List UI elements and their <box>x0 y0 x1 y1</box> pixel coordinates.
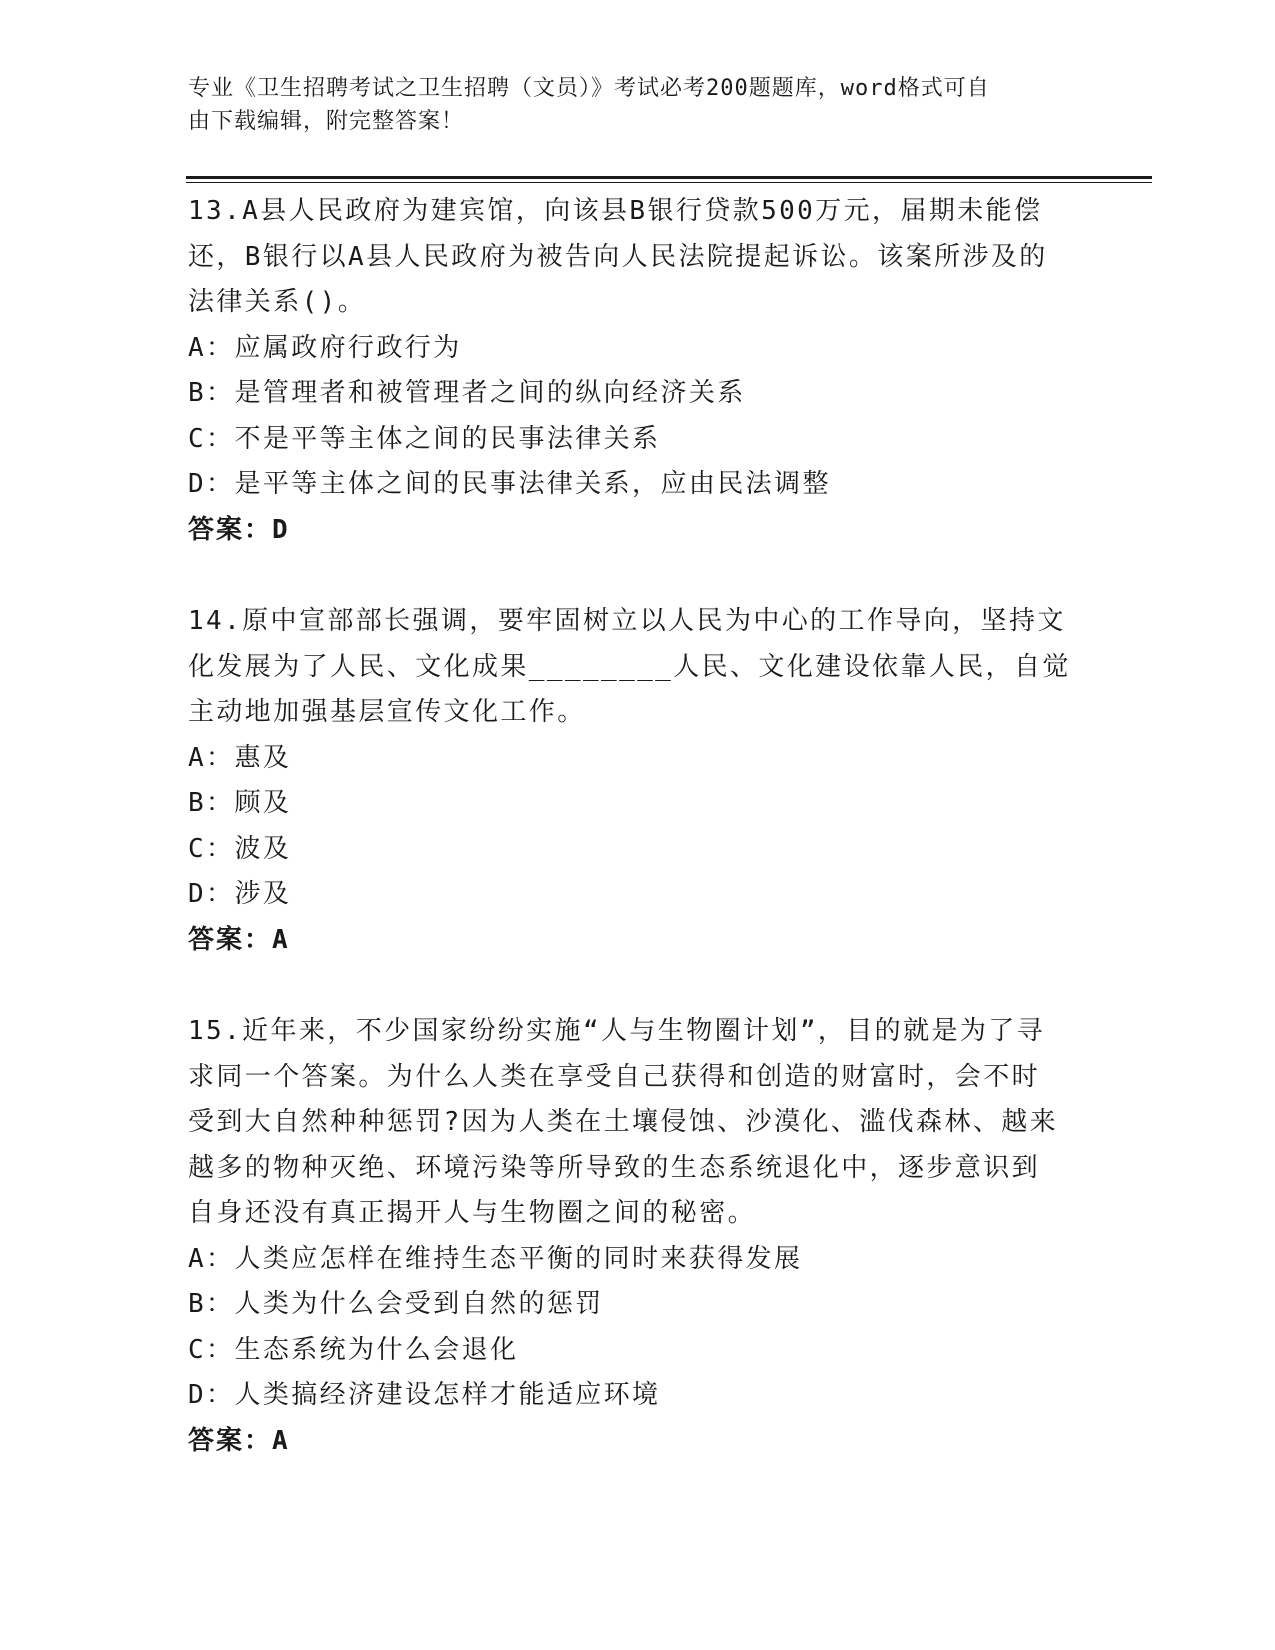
question-stem-line: 15.近年来，不少国家纷纷实施“人与生物圈计划”，目的就是为了寻 <box>188 1016 1046 1046</box>
option-c: C：生态系统为什么会退化 <box>188 1334 519 1365</box>
question-stem-line: 自身还没有真正揭开人与生物圈之间的秘密。 <box>188 1198 757 1228</box>
option-a: A：人类应怎样在维持生态平衡的同时来获得发展 <box>188 1243 803 1274</box>
answer-label: 答案：A <box>188 924 290 955</box>
answer-label: 答案：A <box>188 1425 290 1456</box>
option-b: B：顾及 <box>188 788 292 818</box>
question-15 <box>188 1009 1088 1464</box>
question-stem-line: 主动地加强基层宣传文化工作。 <box>188 697 586 727</box>
option-d: D：涉及 <box>188 879 292 909</box>
question-stem-line: 还，B银行以A县人民政府为被告向人民法院提起诉讼。该案所涉及的 <box>188 241 1048 272</box>
option-a: A：惠及 <box>188 742 292 773</box>
option-c: C：不是平等主体之间的民事法律关系 <box>188 423 661 454</box>
question-stem-line: 受到大自然种种惩罚?因为人类在土壤侵蚀、沙漠化、滥伐森林、越来 <box>188 1107 1059 1137</box>
option-d: D：人类搞经济建设怎样才能适应环境 <box>188 1380 661 1410</box>
question-14 <box>188 599 1088 963</box>
answer-label: 答案：D <box>188 514 290 545</box>
question-stem-line: 14.原中宣部部长强调，要牢固树立以人民为中心的工作导向，坚持文 <box>188 606 1066 636</box>
question-spacer <box>188 963 1088 1009</box>
question-stem-line: 求同一个答案。为什么人类在享受自己获得和创造的财富时，会不时 <box>188 1061 1041 1092</box>
option-a: A：应属政府行政行为 <box>188 332 462 363</box>
header-line-1: 专业《卫生招聘考试之卫生招聘（文员）》考试必考200题题库，word格式可自 <box>188 76 990 101</box>
question-list <box>188 189 1088 1464</box>
option-b: B：是管理者和被管理者之间的纵向经济关系 <box>188 378 746 408</box>
option-d: D：是平等主体之间的民事法律关系，应由民法调整 <box>188 469 831 499</box>
question-13 <box>188 189 1088 553</box>
header-divider-thick <box>186 176 1152 179</box>
question-stem-line: 化发展为了人民、文化成果________人民、文化建设依靠人民，自觉 <box>188 651 1071 682</box>
question-stem-line: 13.A县人民政府为建宾馆，向该县B银行贷款500万元，届期未能偿 <box>188 196 1043 226</box>
question-stem-line: 法律关系()。 <box>188 287 367 317</box>
header-divider-thin <box>186 182 1152 183</box>
question-spacer <box>188 553 1088 599</box>
question-stem-line: 越多的物种灭绝、环境污染等所导致的生态系统退化中，逐步意识到 <box>188 1152 1041 1183</box>
document-header <box>188 72 1068 138</box>
option-b: B：人类为什么会受到自然的惩罚 <box>188 1289 604 1319</box>
option-c: C：波及 <box>188 833 292 864</box>
header-line-2: 由下载编辑，附完整答案！ <box>188 109 465 134</box>
